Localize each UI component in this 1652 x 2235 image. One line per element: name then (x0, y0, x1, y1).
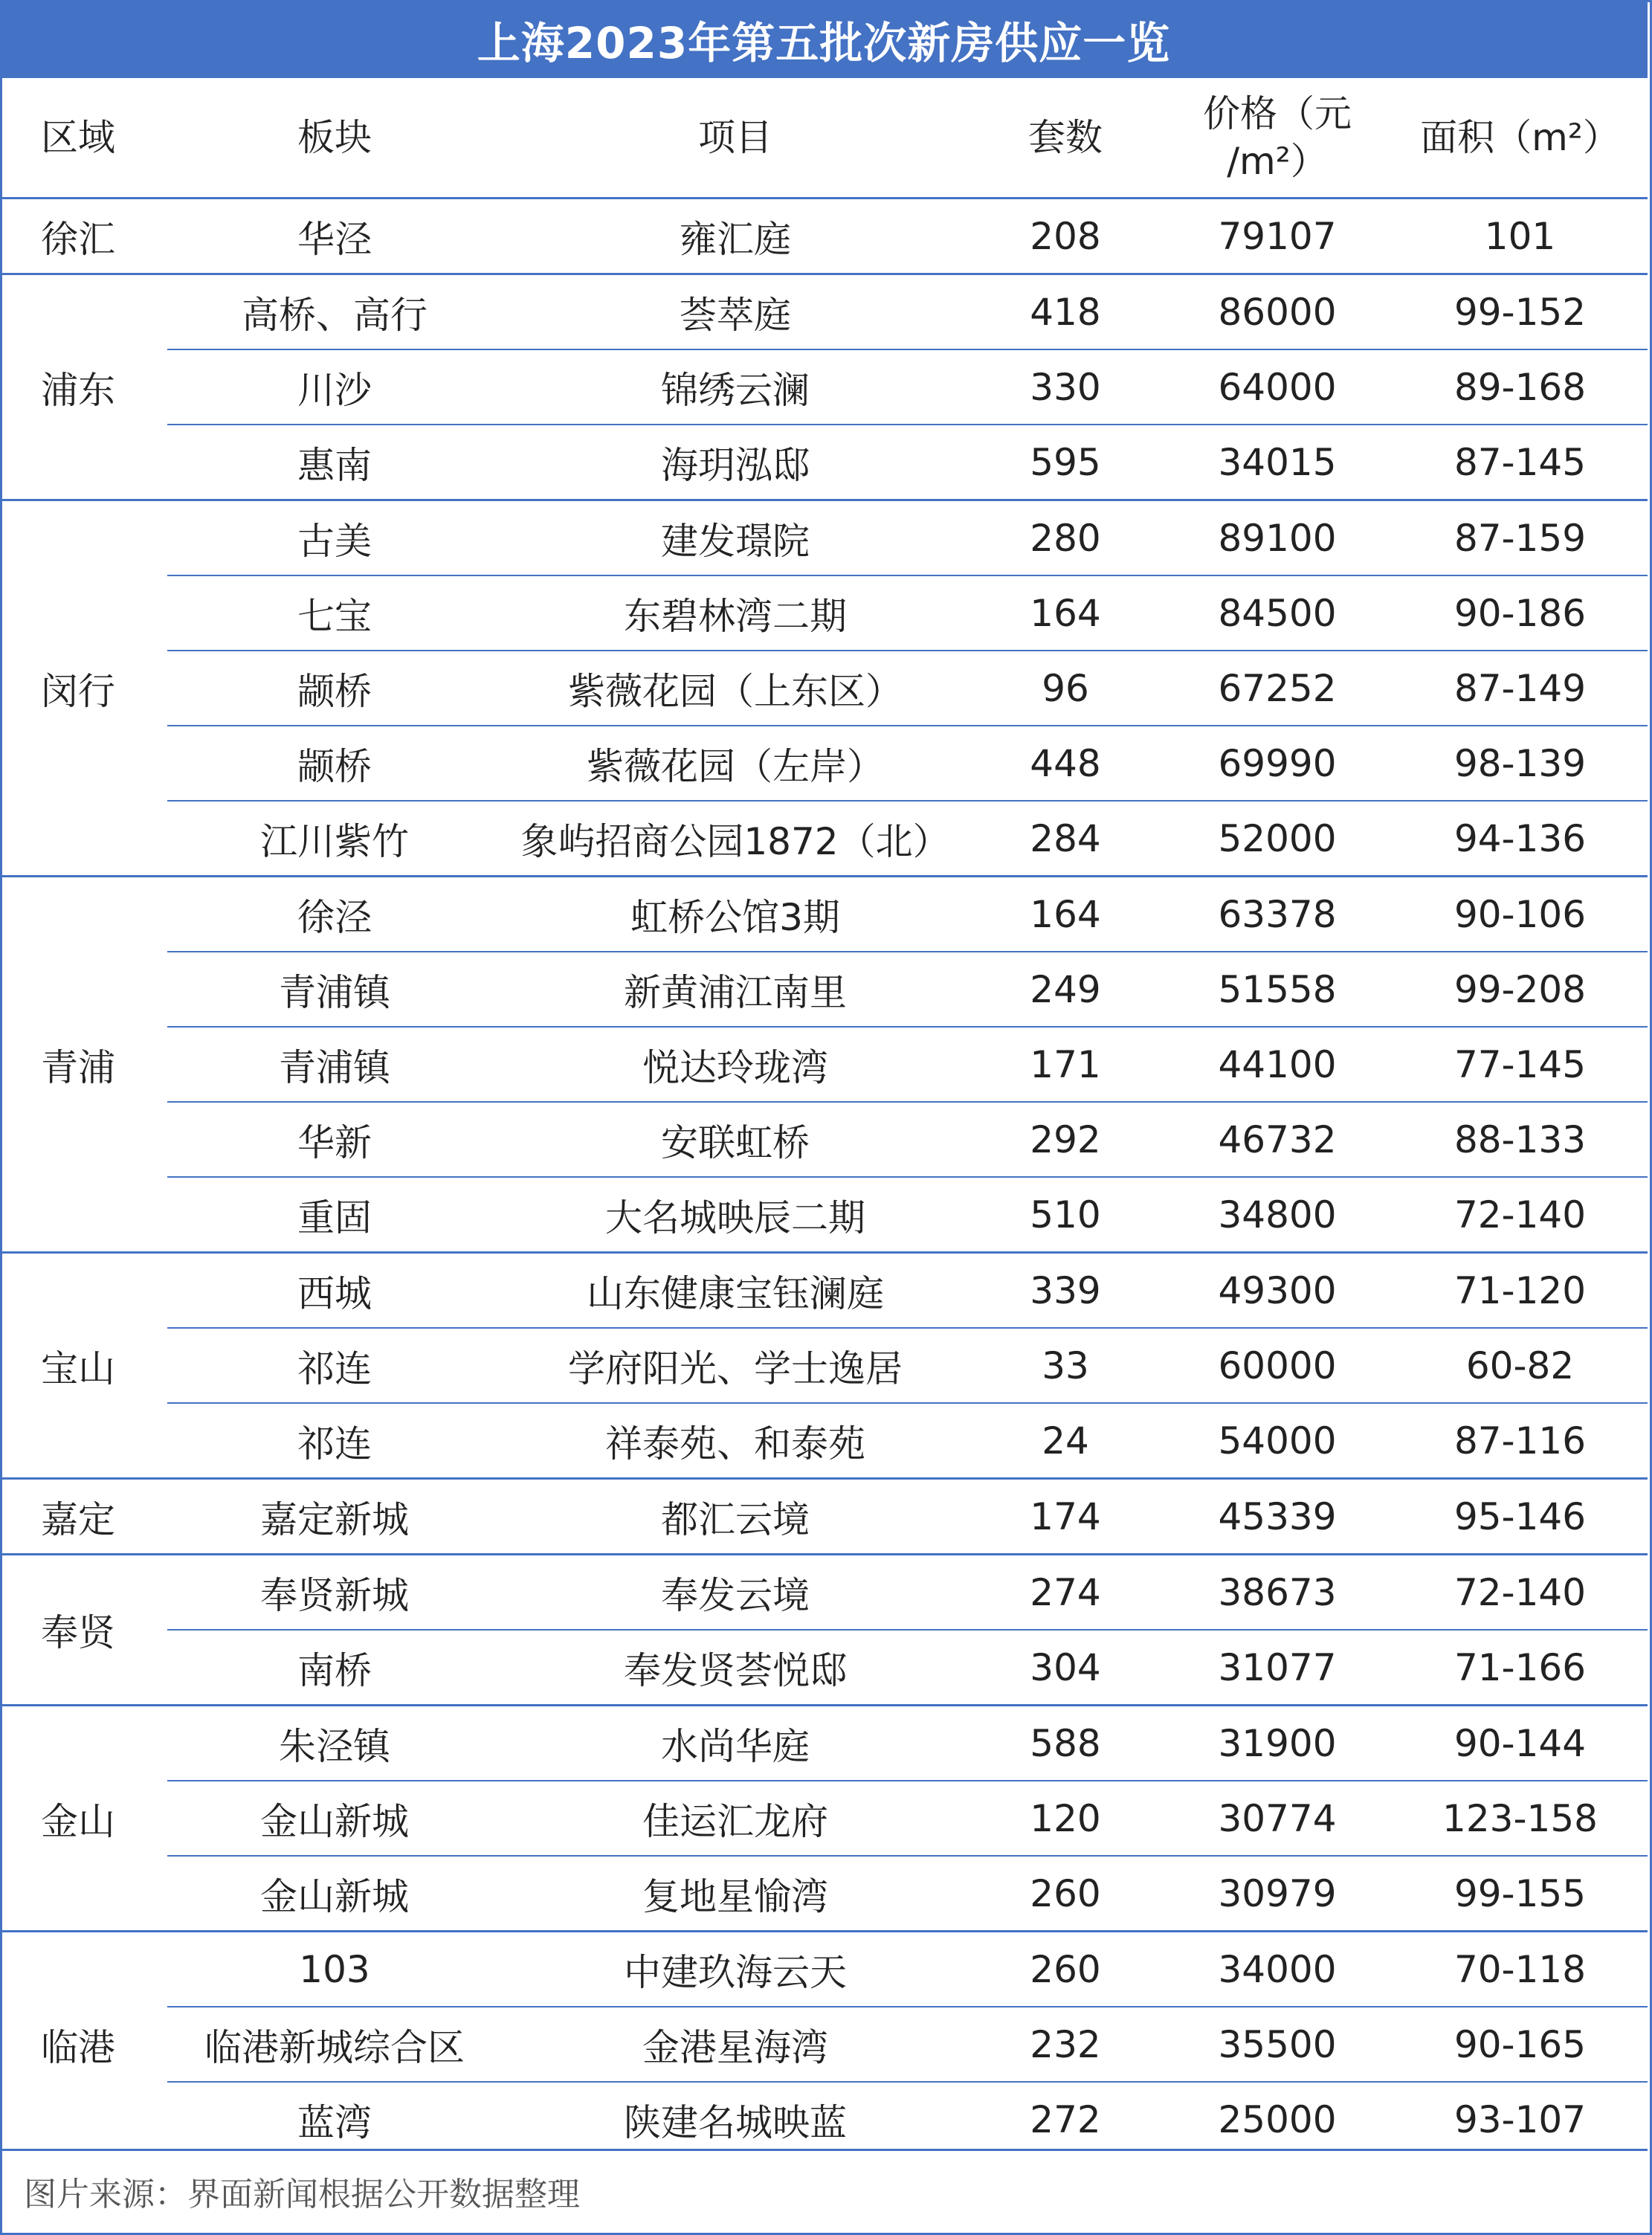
area-cell: 99-152 (1393, 274, 1648, 350)
region-cell: 青浦 (0, 877, 167, 1253)
units-cell: 418 (969, 274, 1162, 350)
area-cell: 72-140 (1393, 1555, 1648, 1631)
units-cell: 208 (969, 199, 1162, 274)
block-cell: 华泾 (167, 199, 502, 274)
block-cell: 祁连 (167, 1403, 502, 1479)
units-cell: 171 (969, 1027, 1162, 1102)
table-row (0, 2082, 1648, 2156)
block-cell: 103 (167, 1932, 502, 2007)
block-cell: 徐泾 (167, 877, 502, 952)
area-cell: 71-120 (1393, 1253, 1648, 1329)
table-row (0, 349, 1648, 425)
region-cell: 嘉定 (0, 1479, 167, 1555)
block-cell: 七宝 (167, 575, 502, 651)
project-cell: 金港星海湾 (502, 2007, 969, 2082)
area-cell: 87-149 (1393, 651, 1648, 726)
block-cell: 祁连 (167, 1328, 502, 1403)
units-cell: 595 (969, 425, 1162, 500)
table-row (0, 500, 1648, 576)
price-cell: 51558 (1162, 952, 1393, 1027)
header-price-line2: /m²） (1227, 140, 1328, 183)
table-row (0, 1555, 1648, 1631)
project-cell: 象屿招商公园1872（北） (502, 801, 969, 877)
units-cell: 120 (969, 1781, 1162, 1856)
area-cell: 72-140 (1393, 1177, 1648, 1253)
units-cell: 448 (969, 726, 1162, 801)
area-cell: 95-146 (1393, 1479, 1648, 1555)
area-cell: 87-145 (1393, 425, 1648, 500)
table-row (0, 1253, 1648, 1329)
region-cell: 闵行 (0, 500, 167, 877)
block-cell: 临港新城综合区 (167, 2007, 502, 2082)
units-cell: 292 (969, 1102, 1162, 1177)
block-cell: 西城 (167, 1253, 502, 1329)
block-cell: 青浦镇 (167, 952, 502, 1027)
header-project: 项目 (502, 78, 969, 199)
table-row (0, 1328, 1648, 1403)
area-cell: 93-107 (1393, 2082, 1648, 2156)
block-cell: 川沙 (167, 349, 502, 425)
price-cell: 30979 (1162, 1856, 1393, 1932)
block-cell: 重固 (167, 1177, 502, 1253)
project-cell: 虹桥公馆3期 (502, 877, 969, 952)
units-cell: 164 (969, 877, 1162, 952)
project-cell: 建发璟院 (502, 500, 969, 576)
block-cell: 古美 (167, 500, 502, 576)
project-cell: 荟萃庭 (502, 274, 969, 350)
price-cell: 54000 (1162, 1403, 1393, 1479)
area-cell: 71-166 (1393, 1630, 1648, 1706)
area-cell: 90-165 (1393, 2007, 1648, 2082)
table-row (0, 801, 1648, 877)
header-area: 面积（m²） (1393, 78, 1648, 199)
project-cell: 都汇云境 (502, 1479, 969, 1555)
price-cell: 64000 (1162, 349, 1393, 425)
project-cell: 奉发贤荟悦邸 (502, 1630, 969, 1706)
block-cell: 奉贤新城 (167, 1555, 502, 1631)
project-cell: 中建玖海云天 (502, 1932, 969, 2007)
area-cell: 99-155 (1393, 1856, 1648, 1932)
price-cell: 30774 (1162, 1781, 1393, 1856)
project-cell: 奉发云境 (502, 1555, 969, 1631)
table-row (0, 1630, 1648, 1706)
block-cell: 颛桥 (167, 726, 502, 801)
header-region: 区域 (0, 78, 167, 199)
block-cell: 蓝湾 (167, 2082, 502, 2156)
region-cell: 金山 (0, 1706, 167, 1932)
price-cell: 34015 (1162, 425, 1393, 500)
area-cell: 90-186 (1393, 575, 1648, 651)
units-cell: 280 (969, 500, 1162, 576)
table-row (0, 1479, 1648, 1555)
block-cell: 华新 (167, 1102, 502, 1177)
units-cell: 588 (969, 1706, 1162, 1781)
project-cell: 祥泰苑、和泰苑 (502, 1403, 969, 1479)
block-cell: 惠南 (167, 425, 502, 500)
units-cell: 24 (969, 1403, 1162, 1479)
price-cell: 45339 (1162, 1479, 1393, 1555)
block-cell: 南桥 (167, 1630, 502, 1706)
header-block: 板块 (167, 78, 502, 199)
units-cell: 174 (969, 1479, 1162, 1555)
project-cell: 新黄浦江南里 (502, 952, 969, 1027)
block-cell: 嘉定新城 (167, 1479, 502, 1555)
price-cell: 69990 (1162, 726, 1393, 801)
table-row (0, 1932, 1648, 2007)
price-cell: 31077 (1162, 1630, 1393, 1706)
header-price (1162, 78, 1393, 199)
table-row (0, 651, 1648, 726)
price-cell: 84500 (1162, 575, 1393, 651)
block-cell: 高桥、高行 (167, 274, 502, 350)
region-cell: 徐汇 (0, 199, 167, 274)
units-cell: 304 (969, 1630, 1162, 1706)
region-cell: 奉贤 (0, 1555, 167, 1706)
units-cell: 96 (969, 651, 1162, 726)
area-cell: 90-106 (1393, 877, 1648, 952)
table-row (0, 877, 1648, 952)
block-cell: 青浦镇 (167, 1027, 502, 1102)
price-cell: 34800 (1162, 1177, 1393, 1253)
project-cell: 水尚华庭 (502, 1706, 969, 1781)
price-cell: 31900 (1162, 1706, 1393, 1781)
units-cell: 260 (969, 1932, 1162, 2007)
area-cell: 90-144 (1393, 1706, 1648, 1781)
price-cell: 60000 (1162, 1328, 1393, 1403)
project-cell: 海玥泓邸 (502, 425, 969, 500)
region-cell: 宝山 (0, 1253, 167, 1479)
price-cell: 25000 (1162, 2082, 1393, 2156)
table-row (0, 952, 1648, 1027)
block-cell: 朱泾镇 (167, 1706, 502, 1781)
table-row (0, 1781, 1648, 1856)
project-cell: 东碧林湾二期 (502, 575, 969, 651)
units-cell: 339 (969, 1253, 1162, 1329)
table-row (0, 1102, 1648, 1177)
area-cell: 70-118 (1393, 1932, 1648, 2007)
units-cell: 272 (969, 2082, 1162, 2156)
area-cell: 94-136 (1393, 801, 1648, 877)
price-cell: 63378 (1162, 877, 1393, 952)
project-cell: 紫薇花园（上东区） (502, 651, 969, 726)
table-row (0, 1177, 1648, 1253)
table-row (0, 1403, 1648, 1479)
area-cell: 77-145 (1393, 1027, 1648, 1102)
units-cell: 249 (969, 952, 1162, 1027)
price-cell: 34000 (1162, 1932, 1393, 2007)
price-cell: 49300 (1162, 1253, 1393, 1329)
area-cell: 60-82 (1393, 1328, 1648, 1403)
project-cell: 安联虹桥 (502, 1102, 969, 1177)
block-cell: 金山新城 (167, 1856, 502, 1932)
header-units: 套数 (969, 78, 1162, 199)
block-cell: 金山新城 (167, 1781, 502, 1856)
project-cell: 锦绣云澜 (502, 349, 969, 425)
price-cell: 35500 (1162, 2007, 1393, 2082)
area-cell: 98-139 (1393, 726, 1648, 801)
table-row (0, 274, 1648, 350)
units-cell: 164 (969, 575, 1162, 651)
table-body (0, 199, 1648, 2157)
project-cell: 佳运汇龙府 (502, 1781, 969, 1856)
table-row (0, 2007, 1648, 2082)
price-cell: 67252 (1162, 651, 1393, 726)
area-cell: 89-168 (1393, 349, 1648, 425)
units-cell: 260 (969, 1856, 1162, 1932)
table-row (0, 425, 1648, 500)
area-cell: 123-158 (1393, 1781, 1648, 1856)
project-cell: 紫薇花园（左岸） (502, 726, 969, 801)
price-cell: 79107 (1162, 199, 1393, 274)
project-cell: 复地星愉湾 (502, 1856, 969, 1932)
area-cell: 88-133 (1393, 1102, 1648, 1177)
table-row (0, 575, 1648, 651)
units-cell: 33 (969, 1328, 1162, 1403)
price-cell: 38673 (1162, 1555, 1393, 1631)
units-cell: 330 (969, 349, 1162, 425)
source-note: 图片来源：界面新闻根据公开数据整理 (0, 2149, 1648, 2231)
table-row (0, 1856, 1648, 1932)
units-cell: 232 (969, 2007, 1162, 2082)
table-row (0, 1027, 1648, 1102)
table-header-row (0, 78, 1648, 199)
table-row (0, 199, 1648, 274)
region-cell: 浦东 (0, 274, 167, 500)
header-price-line1: 价格（元 (1203, 92, 1352, 135)
units-cell: 274 (969, 1555, 1162, 1631)
supply-table (0, 78, 1648, 2156)
project-cell: 山东健康宝钰澜庭 (502, 1253, 969, 1329)
table-row (0, 1706, 1648, 1781)
area-cell: 101 (1393, 199, 1648, 274)
region-cell: 临港 (0, 1932, 167, 2157)
area-cell: 87-116 (1393, 1403, 1648, 1479)
project-cell: 学府阳光、学士逸居 (502, 1328, 969, 1403)
block-cell: 江川紫竹 (167, 801, 502, 877)
units-cell: 284 (969, 801, 1162, 877)
price-cell: 86000 (1162, 274, 1393, 350)
units-cell: 510 (969, 1177, 1162, 1253)
project-cell: 大名城映辰二期 (502, 1177, 969, 1253)
price-cell: 46732 (1162, 1102, 1393, 1177)
price-cell: 44100 (1162, 1027, 1393, 1102)
price-cell: 52000 (1162, 801, 1393, 877)
table-title: 上海2023年第五批次新房供应一览 (0, 0, 1648, 78)
price-cell: 89100 (1162, 500, 1393, 576)
project-cell: 悦达玲珑湾 (502, 1027, 969, 1102)
project-cell: 陕建名城映蓝 (502, 2082, 969, 2156)
table-row (0, 726, 1648, 801)
block-cell: 颛桥 (167, 651, 502, 726)
project-cell: 雍汇庭 (502, 199, 969, 274)
area-cell: 87-159 (1393, 500, 1648, 576)
area-cell: 99-208 (1393, 952, 1648, 1027)
